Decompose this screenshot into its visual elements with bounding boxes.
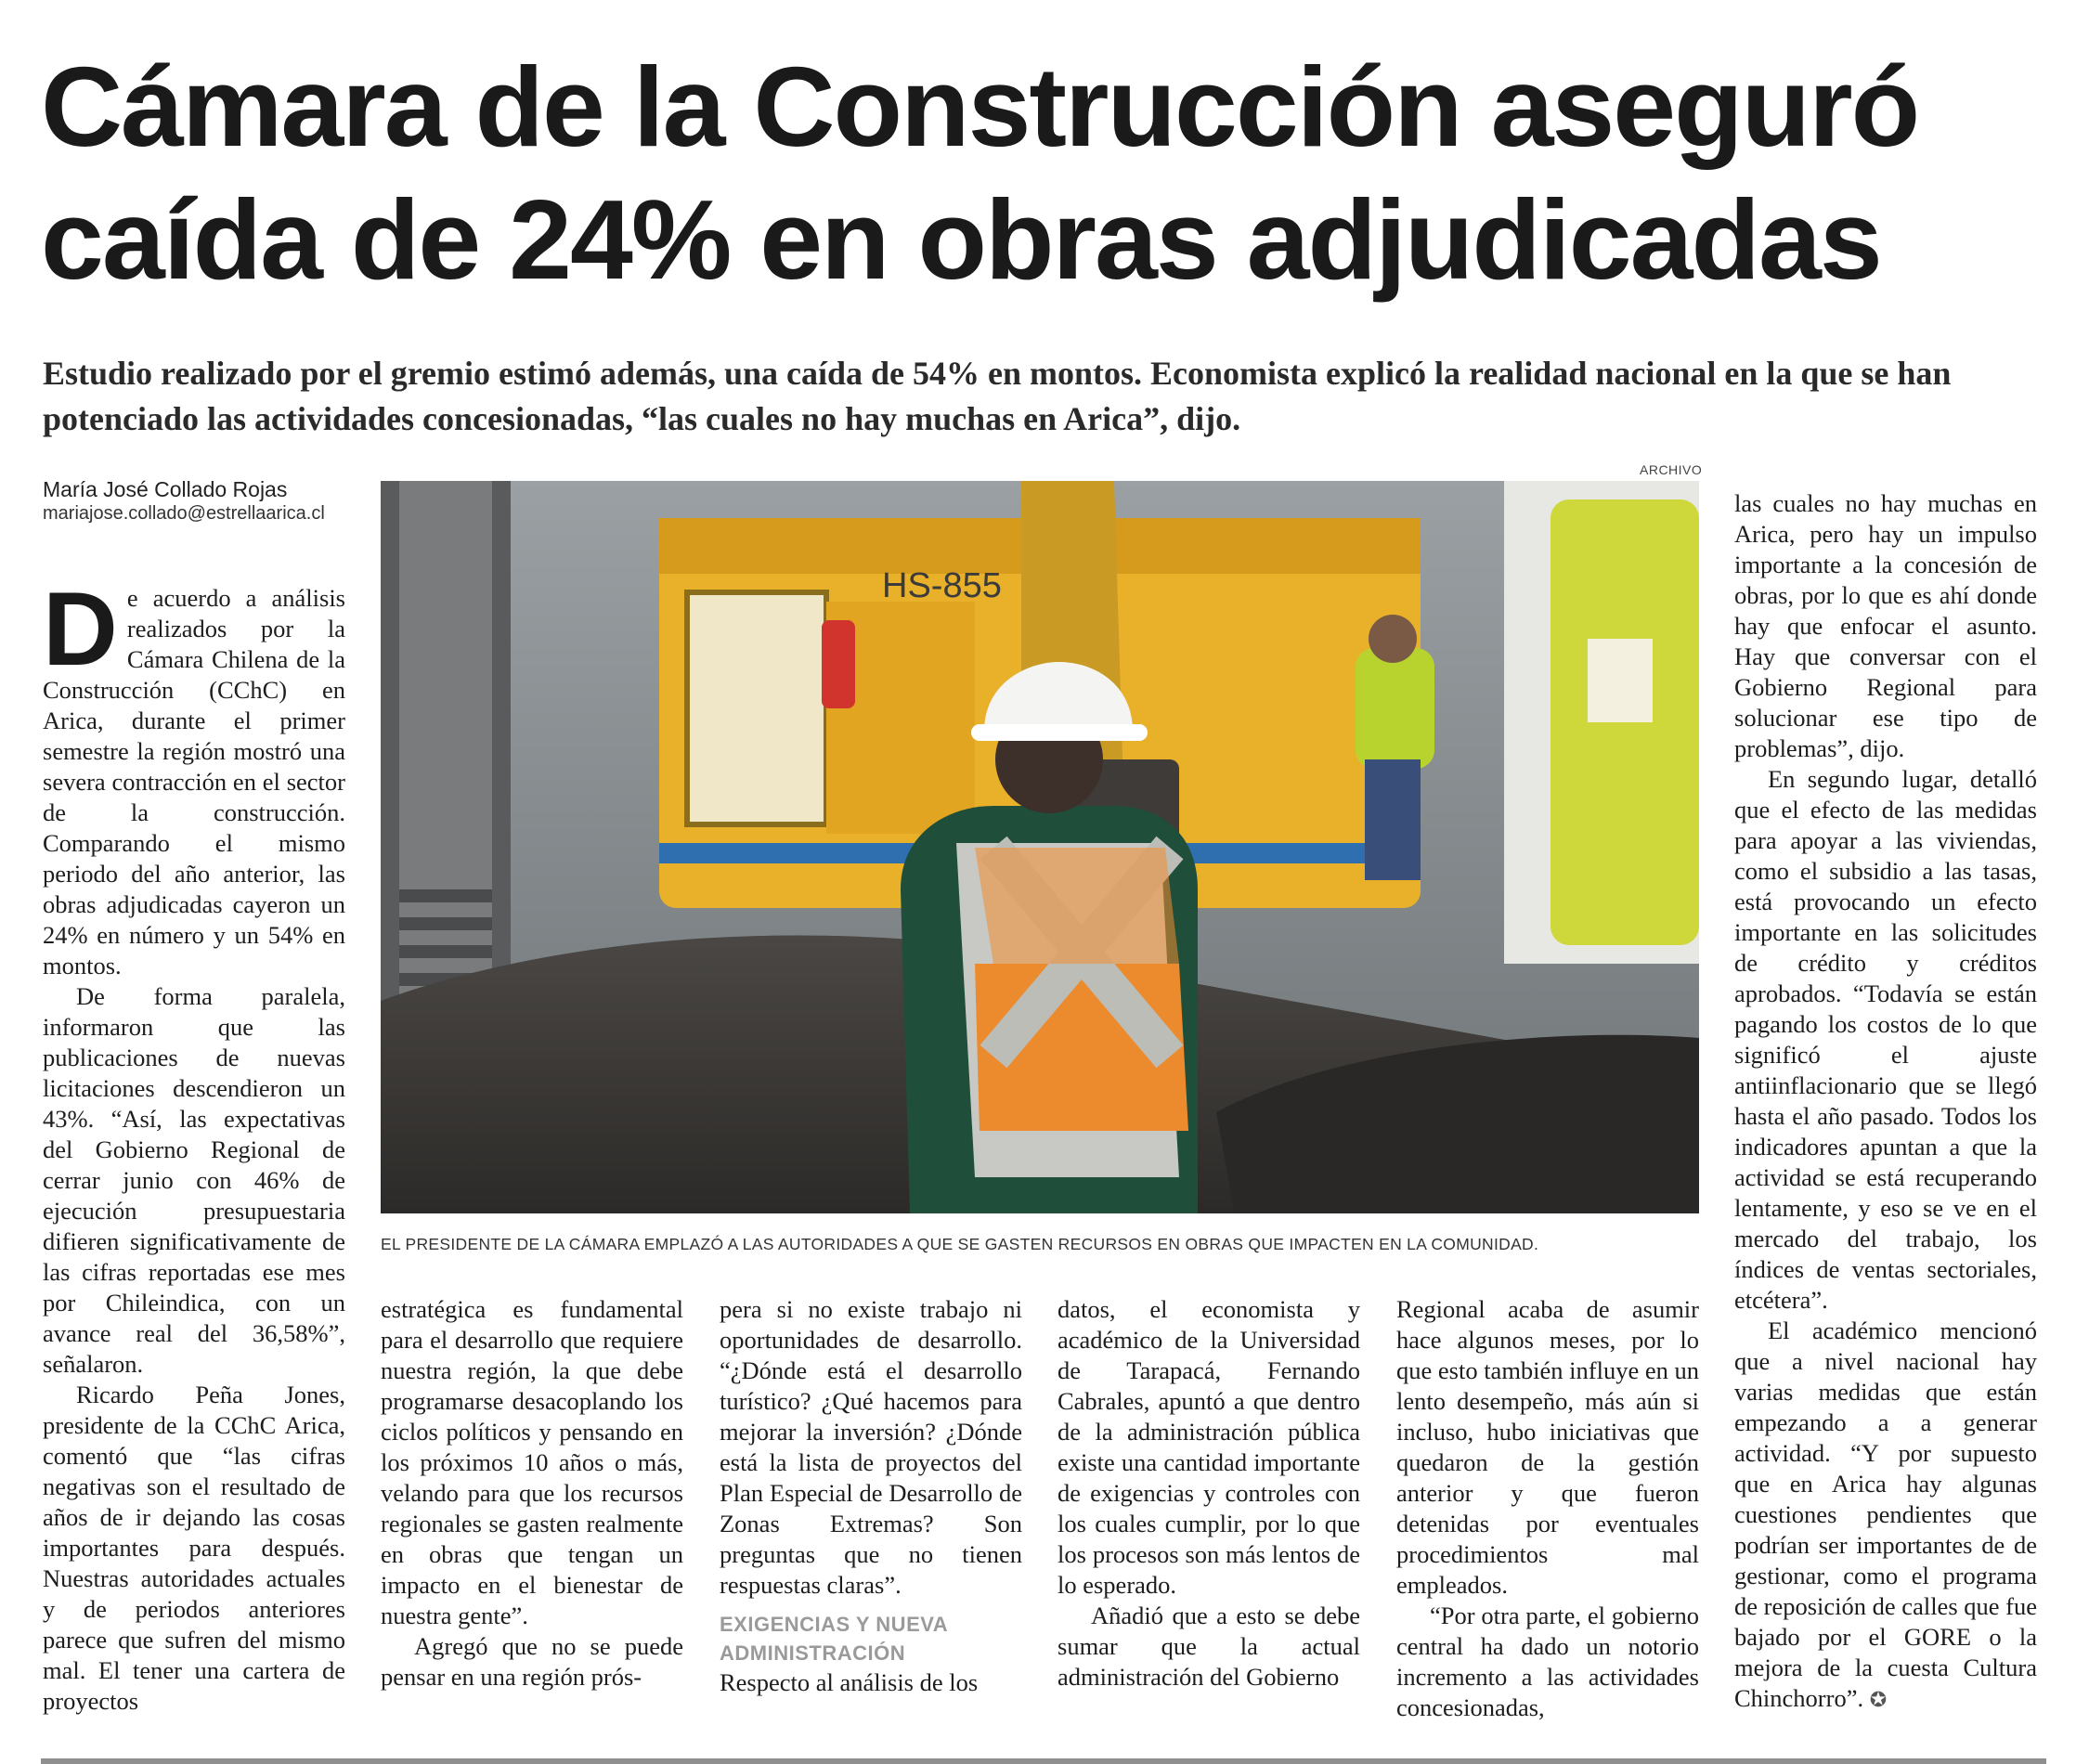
section-subhead: EXIGENCIAS Y NUEVA ADMINISTRACIÓN [720, 1613, 948, 1665]
paragraph-text: e acuerdo a análisis realizados por la Cámara Chilena de la Construcción (CChC) en Arica, durante el primer semestre la región mostró una severa contracción en el sector de la construcción. Comparando el mismo periodo del año anterior, las obras adjudicadas cayeron un 24% en número y un 54% en montos. [43, 584, 345, 979]
paragraph: datos, el economista y académico de la Universidad de Tarapacá, Fernando Cabrales, apuntó a que dentro de la administración pública existe una cantidad importante de exigencias y controles con los cuales cumplir, por lo que los procesos son más lentos de lo esperado. [1057, 1295, 1360, 1599]
paragraph: En segundo lugar, detalló que el efecto de las medidas para apoyar a las viviendas, como el subsidio a las tasas, está provocando un efecto importante en las solicitudes de crédito y créditos aprobados. “Todavía se están pagando los costos de lo que significó el ajuste antiinflacionario que se llegó hasta el año pasado. Todos los indicadores apuntan a que la actividad se está recuperando lentamente, y eso se ve en el mercado del trabajo, los índices de ventas sectoriales, etcétera”. [1734, 765, 2037, 1314]
headline-line-1: Cámara de la Construcción aseguró [41, 44, 1919, 170]
paragraph: pera si no existe trabajo ni oportunidades de desarrollo. “¿Dónde está el desarrollo turístico? ¿Qué hacemos para mejorar la inversión? ¿Dónde está la lista de proyectos del Plan Especial de Desarrollo de Zonas Extremas? Son preguntas que no tienen respuestas claras”. [720, 1295, 1022, 1599]
bottom-rule [41, 1758, 2046, 1764]
headline [41, 41, 2046, 306]
paragraph: Agregó que no se puede pensar en una región prós- [381, 1632, 683, 1691]
paragraph: Respecto al análisis de los [720, 1668, 979, 1696]
article-column-1 [43, 571, 345, 1717]
paragraph [1734, 1316, 2037, 1715]
article-column-3 [720, 1294, 1022, 1698]
photo-credit: ARCHIVO [1640, 462, 1703, 477]
deck: Estudio realizado por el gremio estimó además, una caída de 54% en montos. Economista explicó la realidad nacional en la que se han potenciado las actividades concesionadas, “las cuales no hay muchas en Arica”, dijo. [43, 355, 1952, 437]
paragraph [43, 571, 345, 981]
drop-cap: D [43, 571, 118, 687]
paragraph: “Por otra parte, el gobierno central ha dado un notorio incremento a las actividades concesionadas, [1396, 1602, 1699, 1721]
paragraph: Añadió que a esto se debe sumar que la actual administración del Gobierno [1057, 1602, 1360, 1691]
machine-label [882, 566, 1002, 605]
paragraph: estratégica es fundamental para el desarrollo que requiere nuestra región, la que debe programarse desacoplando los ciclos políticos y pensando en los próximos 10 años o más, velando para que los recursos regionales se gasten realmente en obras que tengan un impacto en el bienestar de nuestra gente”. [381, 1295, 683, 1629]
construction-scene-illustration [381, 481, 1699, 1213]
paragraph: Ricardo Peña Jones, presidente de la CChC Arica, comentó que “las cifras negativas son el resultado de años de ir dejando las cosas importantes para después. Nuestras autoridades actuales y de periodos anteriores parece que sufren del mismo mal. El tener una cartera de proyectos [43, 1381, 345, 1715]
paragraph-text: El académico mencionó que a nivel nacional hay varias medidas que están empezando a a generar actividad. “Y por supuesto que en Arica hay algunas cuestiones pendientes que podrían ser importantes de de gestionar, como el programa de reposición de calles que fue bajado por el GORE o la mejora de la cuesta Cultura Chinchorro”. [1734, 1317, 2037, 1712]
author-name: María José Collado Rojas [43, 477, 288, 501]
article-column-5 [1396, 1294, 1699, 1723]
end-mark-icon: ✪ [1869, 1688, 1888, 1711]
paragraph: las cuales no hay muchas en Arica, pero hay un impulso importante a la concesión de obras, por lo que es ahí donde hay que enfocar el asunto. Hay que conversar con el Gobierno Regional para solucionar ese tipo de problemas”, dijo. [1734, 489, 2037, 762]
article-column-4 [1057, 1294, 1360, 1693]
article-column-6 [1734, 488, 2037, 1715]
paragraph: Regional acaba de asumir hace algunos meses, por lo que esto también influye en un lento desempeño, más aún si incluso, hubo iniciativas que quedaron de la gestión anterior y que fueron detenidas por eventuales procedimientos mal empleados. [1396, 1295, 1700, 1599]
paragraph: De forma paralela, informaron que las publicaciones de nuevas licitaciones descendieron un 43%. “Así, las expectativas del Gobierno Regional de cerrar junio con 46% de ejecución presupuestaria difieren significativamente de las cifras reportadas ese mes por Chileindica, con un avance real del 36,58%”, señalaron. [43, 982, 345, 1378]
photo-caption: EL PRESIDENTE DE LA CÁMARA EMPLAZÓ A LAS AUTORIDADES A QUE SE GASTEN RECURSOS EN OBRAS QUE IMPACTEN EN LA COMUNIDAD. [381, 1235, 1539, 1253]
machine-label-text: HS-855 [882, 566, 1002, 605]
author-email: mariajose.collado@estrellaarica.cl [43, 503, 325, 524]
article-column-2 [381, 1294, 683, 1693]
article-photo [381, 481, 1699, 1213]
headline-line-2: caída de 24% en obras adjudicadas [41, 176, 1881, 303]
